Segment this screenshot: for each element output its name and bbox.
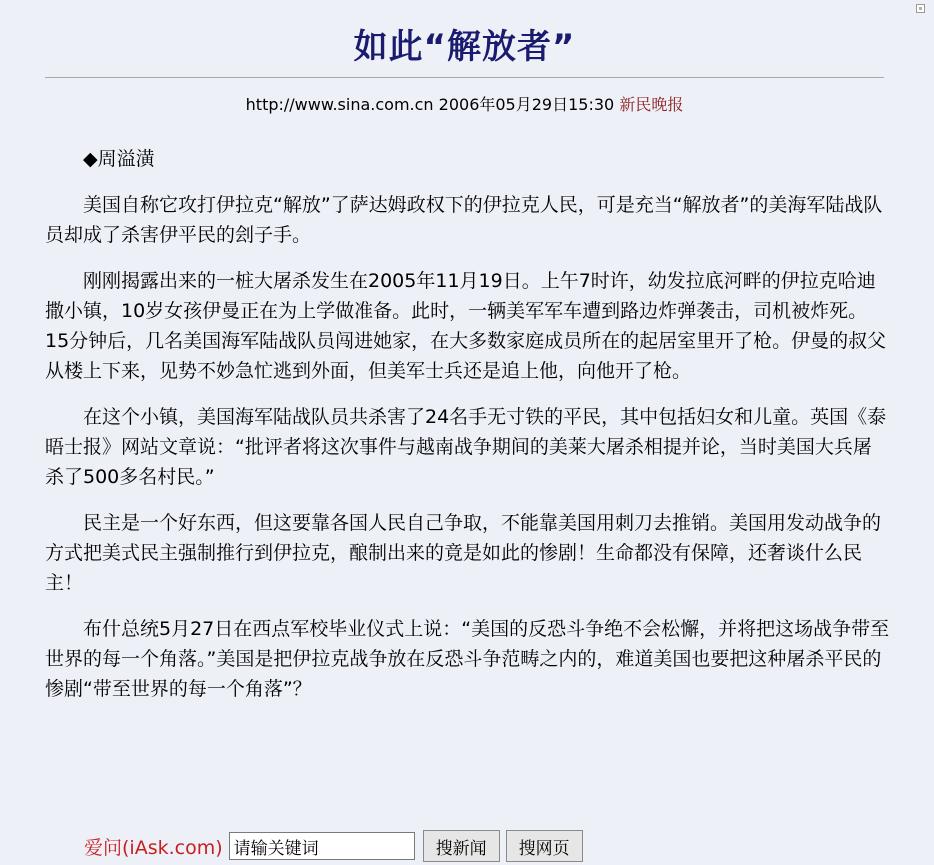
article-author: ◆周溢潢 bbox=[83, 148, 155, 170]
search-bar bbox=[84, 830, 589, 862]
search-news-button[interactable]: 搜新闻 bbox=[423, 830, 500, 862]
article-paragraph: 在这个小镇，美国海军陆战队员共杀害了24名手无寸铁的平民，其中包括妇女和儿童。英国《泰晤士报》网站文章说：“批评者将这次事件与越南战争期间的美莱大屠杀相提并论，当时美国大兵屠杀了500多名村民。” bbox=[45, 406, 887, 488]
article-paragraph: 布什总统5月27日在西点军校毕业仪式上说：“美国的反恐斗争绝不会松懈，并将把这场战争带至世界的每一个角落。”美国是把伊拉克战争放在反恐斗争范畴之内的，难道美国也要把这种屠杀平民的惨剧“带至世界的每一个角落”？ bbox=[45, 618, 890, 700]
source-url: http://www.sina.com.cn bbox=[245, 95, 434, 114]
article-meta bbox=[45, 94, 884, 116]
window-corner-icon[interactable] bbox=[916, 4, 925, 13]
article-paragraph: 刚刚揭露出来的一桩大屠杀发生在2005年11月19日。上午7时许，幼发拉底河畔的伊拉克哈迪撒小镇，10岁女孩伊曼正在为上学做准备。此时，一辆美军军车遭到路边炸弹袭击，司机被炸死。15分钟后，几名美国海军陆战队员闯进她家，在大多数家庭成员所在的起居室里开了枪。伊曼的叔父从楼上下来，见势不妙急忙逃到外面，但美军士兵还是追上他，向他开了枪。 bbox=[45, 270, 887, 382]
publish-datetime: 2006年05月29日15:30 bbox=[438, 95, 615, 114]
title-divider bbox=[45, 77, 884, 78]
article-paragraph: 美国自称它攻打伊拉克“解放”了萨达姆政权下的伊拉克人民，可是充当“解放者”的美海军陆战队员却成了杀害伊平民的刽子手。 bbox=[45, 194, 883, 246]
search-web-button[interactable]: 搜网页 bbox=[506, 830, 583, 862]
iask-brand-link[interactable]: 爱问(iAsk.com) bbox=[84, 836, 223, 859]
search-input[interactable] bbox=[229, 832, 415, 860]
source-name[interactable]: 新民晚报 bbox=[619, 95, 684, 114]
article-title: 如此“解放者” bbox=[353, 27, 576, 67]
article-body bbox=[45, 144, 890, 720]
article-paragraph: 民主是一个好东西，但这要靠各国人民自己争取，不能靠美国用刺刀去推销。美国用发动战争的方式把美式民主强制推行到伊拉克，酿制出来的竟是如此的惨剧！生命都没有保障，还奢谈什么民主！ bbox=[45, 512, 882, 594]
